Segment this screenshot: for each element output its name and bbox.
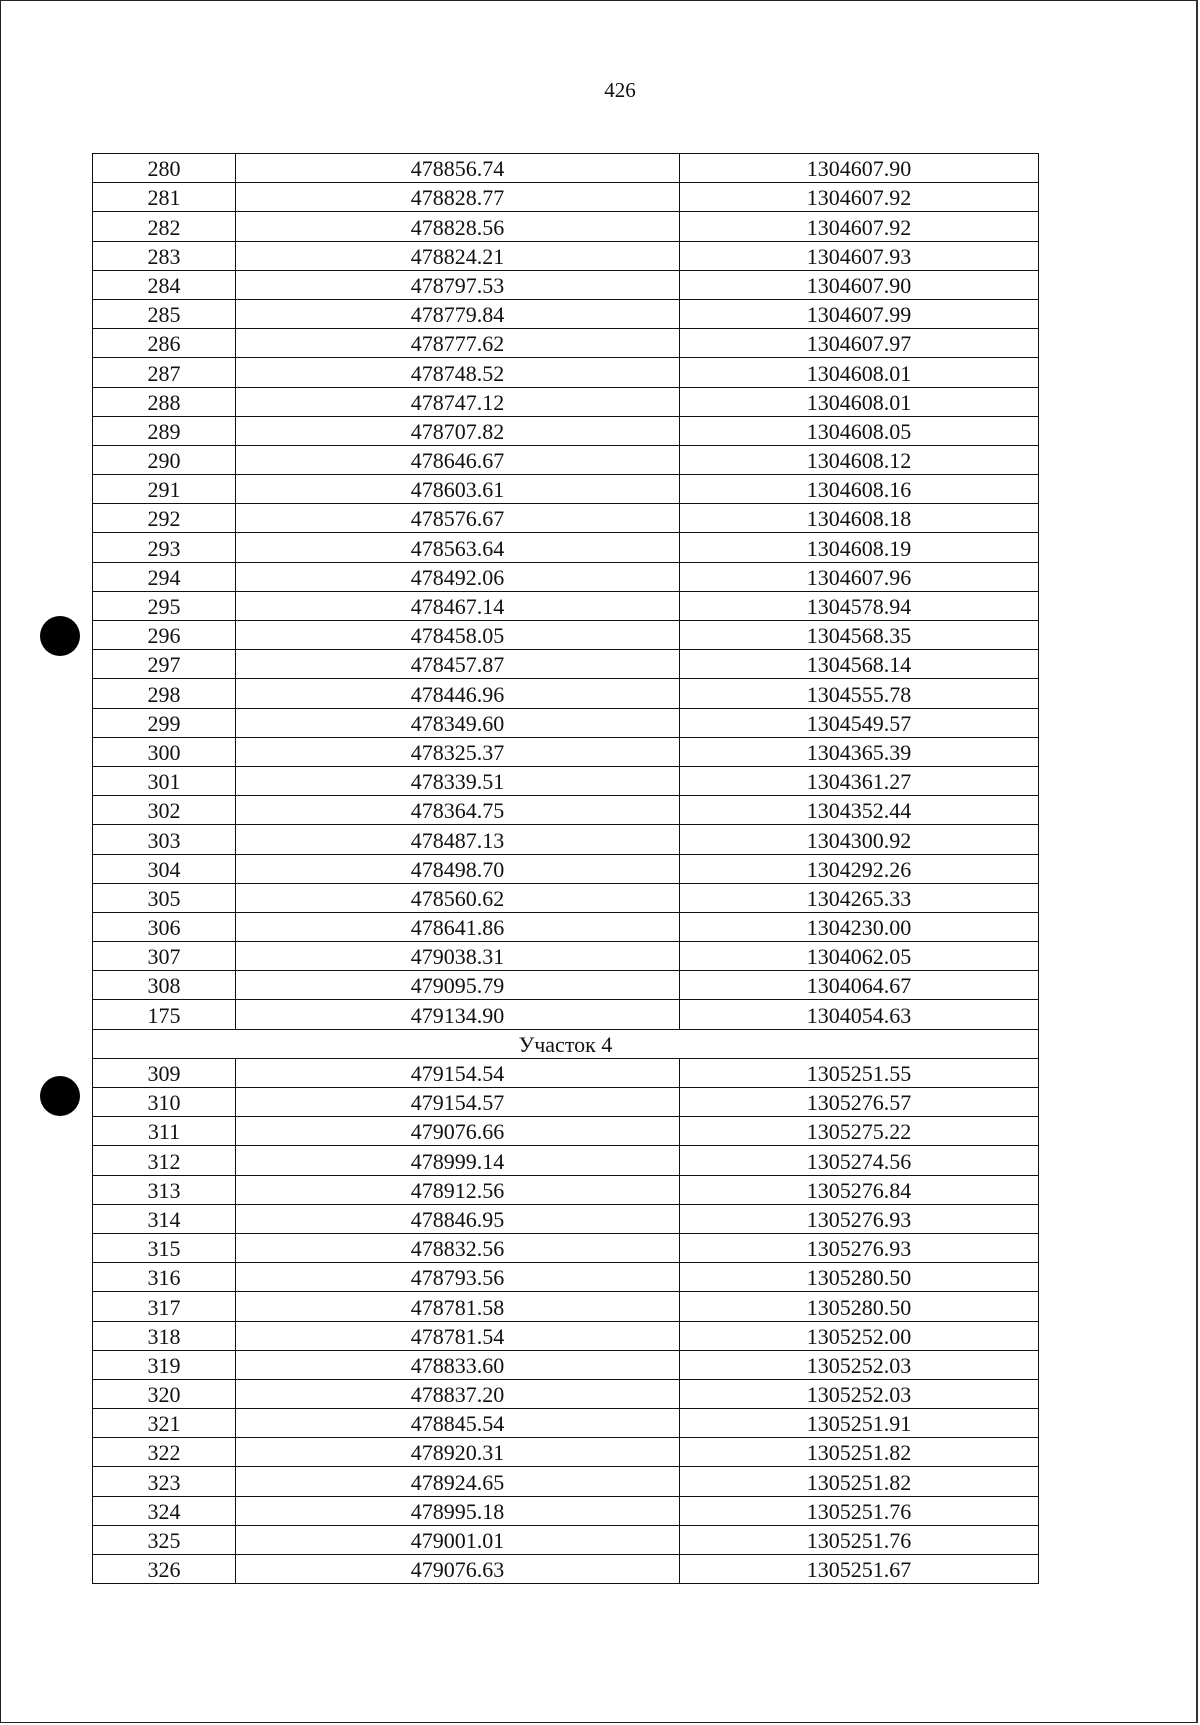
point-number-cell: 288 — [93, 387, 236, 416]
x-coordinate-cell: 478641.86 — [236, 912, 680, 941]
point-number-cell: 324 — [93, 1496, 236, 1525]
x-coordinate-cell: 478824.21 — [236, 241, 680, 270]
x-coordinate-cell: 479154.54 — [236, 1058, 680, 1087]
x-coordinate-cell: 479095.79 — [236, 971, 680, 1000]
y-coordinate-cell: 1305280.50 — [680, 1263, 1039, 1292]
x-coordinate-cell: 478325.37 — [236, 737, 680, 766]
x-coordinate-cell: 478563.64 — [236, 533, 680, 562]
x-coordinate-cell: 478832.56 — [236, 1233, 680, 1262]
y-coordinate-cell: 1305251.76 — [680, 1496, 1039, 1525]
x-coordinate-cell: 479038.31 — [236, 942, 680, 971]
table-row — [93, 183, 1039, 212]
y-coordinate-cell: 1304607.90 — [680, 154, 1039, 183]
table-row — [93, 387, 1039, 416]
y-coordinate-cell: 1304549.57 — [680, 708, 1039, 737]
point-number-cell: 280 — [93, 154, 236, 183]
point-number-cell: 316 — [93, 1263, 236, 1292]
point-number-cell: 293 — [93, 533, 236, 562]
table-row — [93, 1321, 1039, 1350]
x-coordinate-cell: 478498.70 — [236, 854, 680, 883]
y-coordinate-cell: 1304300.92 — [680, 825, 1039, 854]
y-coordinate-cell: 1304607.97 — [680, 329, 1039, 358]
x-coordinate-cell: 478646.67 — [236, 445, 680, 474]
table-row — [93, 942, 1039, 971]
y-coordinate-cell: 1304608.19 — [680, 533, 1039, 562]
x-coordinate-cell: 478492.06 — [236, 562, 680, 591]
y-coordinate-cell: 1304062.05 — [680, 942, 1039, 971]
y-coordinate-cell: 1305276.84 — [680, 1175, 1039, 1204]
y-coordinate-cell: 1305252.00 — [680, 1321, 1039, 1350]
table-row — [93, 533, 1039, 562]
y-coordinate-cell: 1305276.57 — [680, 1088, 1039, 1117]
table-row — [93, 766, 1039, 795]
table-row — [93, 1292, 1039, 1321]
table-row — [93, 737, 1039, 766]
table-row — [93, 416, 1039, 445]
point-number-cell: 307 — [93, 942, 236, 971]
table-row — [93, 1496, 1039, 1525]
x-coordinate-cell: 478833.60 — [236, 1350, 680, 1379]
table-row — [93, 1438, 1039, 1467]
point-number-cell: 323 — [93, 1467, 236, 1496]
x-coordinate-cell: 478845.54 — [236, 1409, 680, 1438]
point-number-cell: 295 — [93, 591, 236, 620]
x-coordinate-cell: 478364.75 — [236, 796, 680, 825]
table-row — [93, 971, 1039, 1000]
y-coordinate-cell: 1305251.55 — [680, 1058, 1039, 1087]
table-row — [93, 270, 1039, 299]
table-row — [93, 1088, 1039, 1117]
table-row — [93, 650, 1039, 679]
y-coordinate-cell: 1304568.35 — [680, 621, 1039, 650]
point-number-cell: 302 — [93, 796, 236, 825]
point-number-cell: 301 — [93, 766, 236, 795]
point-number-cell: 289 — [93, 416, 236, 445]
x-coordinate-cell: 478779.84 — [236, 299, 680, 328]
y-coordinate-cell: 1304607.90 — [680, 270, 1039, 299]
x-coordinate-cell: 478828.56 — [236, 212, 680, 241]
point-number-cell: 321 — [93, 1409, 236, 1438]
x-coordinate-cell: 478747.12 — [236, 387, 680, 416]
y-coordinate-cell: 1305251.76 — [680, 1525, 1039, 1554]
x-coordinate-cell: 478560.62 — [236, 883, 680, 912]
y-coordinate-cell: 1304568.14 — [680, 650, 1039, 679]
point-number-cell: 284 — [93, 270, 236, 299]
table-row — [93, 1146, 1039, 1175]
section-title: Участок 4 — [93, 1029, 1039, 1058]
section-row — [93, 1029, 1039, 1058]
table-row — [93, 1350, 1039, 1379]
point-number-cell: 310 — [93, 1088, 236, 1117]
point-number-cell: 291 — [93, 475, 236, 504]
point-number-cell: 313 — [93, 1175, 236, 1204]
y-coordinate-cell: 1304608.01 — [680, 358, 1039, 387]
y-coordinate-cell: 1305251.82 — [680, 1467, 1039, 1496]
table-row — [93, 1175, 1039, 1204]
point-number-cell: 297 — [93, 650, 236, 679]
x-coordinate-cell: 479076.63 — [236, 1555, 680, 1584]
point-number-cell: 290 — [93, 445, 236, 474]
table-row — [93, 475, 1039, 504]
table-row — [93, 1117, 1039, 1146]
table-row — [93, 1204, 1039, 1233]
point-number-cell: 309 — [93, 1058, 236, 1087]
y-coordinate-cell: 1305275.22 — [680, 1117, 1039, 1146]
point-number-cell: 326 — [93, 1555, 236, 1584]
x-coordinate-cell: 478793.56 — [236, 1263, 680, 1292]
point-number-cell: 325 — [93, 1525, 236, 1554]
group1-rows — [93, 154, 1039, 1030]
x-coordinate-cell: 478748.52 — [236, 358, 680, 387]
x-coordinate-cell: 478856.74 — [236, 154, 680, 183]
point-number-cell: 304 — [93, 854, 236, 883]
point-number-cell: 300 — [93, 737, 236, 766]
table-row — [93, 1263, 1039, 1292]
x-coordinate-cell: 479134.90 — [236, 1000, 680, 1029]
x-coordinate-cell: 478349.60 — [236, 708, 680, 737]
section-header-group — [93, 1029, 1039, 1058]
point-number-cell: 305 — [93, 883, 236, 912]
x-coordinate-cell: 478995.18 — [236, 1496, 680, 1525]
punch-hole — [40, 616, 80, 656]
point-number-cell: 306 — [93, 912, 236, 941]
y-coordinate-cell: 1304365.39 — [680, 737, 1039, 766]
y-coordinate-cell: 1305251.82 — [680, 1438, 1039, 1467]
table-row — [93, 504, 1039, 533]
table-row — [93, 912, 1039, 941]
x-coordinate-cell: 478576.67 — [236, 504, 680, 533]
table-row — [93, 708, 1039, 737]
y-coordinate-cell: 1305274.56 — [680, 1146, 1039, 1175]
point-number-cell: 317 — [93, 1292, 236, 1321]
y-coordinate-cell: 1304607.93 — [680, 241, 1039, 270]
x-coordinate-cell: 478828.77 — [236, 183, 680, 212]
point-number-cell: 283 — [93, 241, 236, 270]
table-row — [93, 241, 1039, 270]
table-row — [93, 883, 1039, 912]
point-number-cell: 303 — [93, 825, 236, 854]
page-number: 426 — [604, 78, 636, 102]
y-coordinate-cell: 1304064.67 — [680, 971, 1039, 1000]
y-coordinate-cell: 1304230.00 — [680, 912, 1039, 941]
table-row — [93, 562, 1039, 591]
x-coordinate-cell: 478457.87 — [236, 650, 680, 679]
y-coordinate-cell: 1304608.16 — [680, 475, 1039, 504]
point-number-cell: 315 — [93, 1233, 236, 1262]
x-coordinate-cell: 478781.54 — [236, 1321, 680, 1350]
point-number-cell: 320 — [93, 1379, 236, 1408]
y-coordinate-cell: 1304607.99 — [680, 299, 1039, 328]
table-row — [93, 591, 1039, 620]
x-coordinate-cell: 478458.05 — [236, 621, 680, 650]
table-row — [93, 1525, 1039, 1554]
table-row — [93, 445, 1039, 474]
y-coordinate-cell: 1305252.03 — [680, 1350, 1039, 1379]
point-number-cell: 282 — [93, 212, 236, 241]
y-coordinate-cell: 1305252.03 — [680, 1379, 1039, 1408]
y-coordinate-cell: 1304054.63 — [680, 1000, 1039, 1029]
point-number-cell: 308 — [93, 971, 236, 1000]
y-coordinate-cell: 1304608.18 — [680, 504, 1039, 533]
y-coordinate-cell: 1304607.92 — [680, 212, 1039, 241]
group2-rows — [93, 1058, 1039, 1583]
table-row — [93, 1409, 1039, 1438]
point-number-cell: 294 — [93, 562, 236, 591]
x-coordinate-cell: 478837.20 — [236, 1379, 680, 1408]
y-coordinate-cell: 1304555.78 — [680, 679, 1039, 708]
y-coordinate-cell: 1304607.92 — [680, 183, 1039, 212]
point-number-cell: 281 — [93, 183, 236, 212]
y-coordinate-cell: 1304608.01 — [680, 387, 1039, 416]
point-number-cell: 322 — [93, 1438, 236, 1467]
table-row — [93, 1058, 1039, 1087]
table-row — [93, 1379, 1039, 1408]
point-number-cell: 286 — [93, 329, 236, 358]
point-number-cell: 298 — [93, 679, 236, 708]
table-row — [93, 621, 1039, 650]
x-coordinate-cell: 478487.13 — [236, 825, 680, 854]
point-number-cell: 312 — [93, 1146, 236, 1175]
table-row — [93, 825, 1039, 854]
x-coordinate-cell: 479076.66 — [236, 1117, 680, 1146]
point-number-cell: 175 — [93, 1000, 236, 1029]
y-coordinate-cell: 1304361.27 — [680, 766, 1039, 795]
x-coordinate-cell: 478707.82 — [236, 416, 680, 445]
table-row — [93, 212, 1039, 241]
table-row — [93, 299, 1039, 328]
x-coordinate-cell: 478920.31 — [236, 1438, 680, 1467]
point-number-cell: 287 — [93, 358, 236, 387]
y-coordinate-cell: 1304578.94 — [680, 591, 1039, 620]
x-coordinate-cell: 478924.65 — [236, 1467, 680, 1496]
table-row — [93, 679, 1039, 708]
y-coordinate-cell: 1304352.44 — [680, 796, 1039, 825]
x-coordinate-cell: 478999.14 — [236, 1146, 680, 1175]
y-coordinate-cell: 1304608.12 — [680, 445, 1039, 474]
y-coordinate-cell: 1304607.96 — [680, 562, 1039, 591]
y-coordinate-cell: 1305276.93 — [680, 1233, 1039, 1262]
point-number-cell: 311 — [93, 1117, 236, 1146]
table-row — [93, 854, 1039, 883]
x-coordinate-cell: 478339.51 — [236, 766, 680, 795]
point-number-cell: 314 — [93, 1204, 236, 1233]
y-coordinate-cell: 1304608.05 — [680, 416, 1039, 445]
y-coordinate-cell: 1305251.67 — [680, 1555, 1039, 1584]
x-coordinate-cell: 478777.62 — [236, 329, 680, 358]
point-number-cell: 285 — [93, 299, 236, 328]
table-row — [93, 1233, 1039, 1262]
point-number-cell: 319 — [93, 1350, 236, 1379]
x-coordinate-cell: 479154.57 — [236, 1088, 680, 1117]
table-row — [93, 329, 1039, 358]
table-row — [93, 796, 1039, 825]
x-coordinate-cell: 478846.95 — [236, 1204, 680, 1233]
point-number-cell: 296 — [93, 621, 236, 650]
table-row — [93, 154, 1039, 183]
x-coordinate-cell: 478603.61 — [236, 475, 680, 504]
table-row — [93, 1467, 1039, 1496]
x-coordinate-cell: 478781.58 — [236, 1292, 680, 1321]
y-coordinate-cell: 1304292.26 — [680, 854, 1039, 883]
x-coordinate-cell: 478912.56 — [236, 1175, 680, 1204]
y-coordinate-cell: 1304265.33 — [680, 883, 1039, 912]
point-number-cell: 299 — [93, 708, 236, 737]
point-number-cell: 292 — [93, 504, 236, 533]
point-number-cell: 318 — [93, 1321, 236, 1350]
y-coordinate-cell: 1305251.91 — [680, 1409, 1039, 1438]
table-row — [93, 358, 1039, 387]
x-coordinate-cell: 478446.96 — [236, 679, 680, 708]
punch-hole — [40, 1076, 80, 1116]
y-coordinate-cell: 1305276.93 — [680, 1204, 1039, 1233]
table-row — [93, 1555, 1039, 1584]
x-coordinate-cell: 479001.01 — [236, 1525, 680, 1554]
table-row — [93, 1000, 1039, 1029]
coordinates-table — [92, 153, 1039, 1584]
y-coordinate-cell: 1305280.50 — [680, 1292, 1039, 1321]
x-coordinate-cell: 478467.14 — [236, 591, 680, 620]
x-coordinate-cell: 478797.53 — [236, 270, 680, 299]
